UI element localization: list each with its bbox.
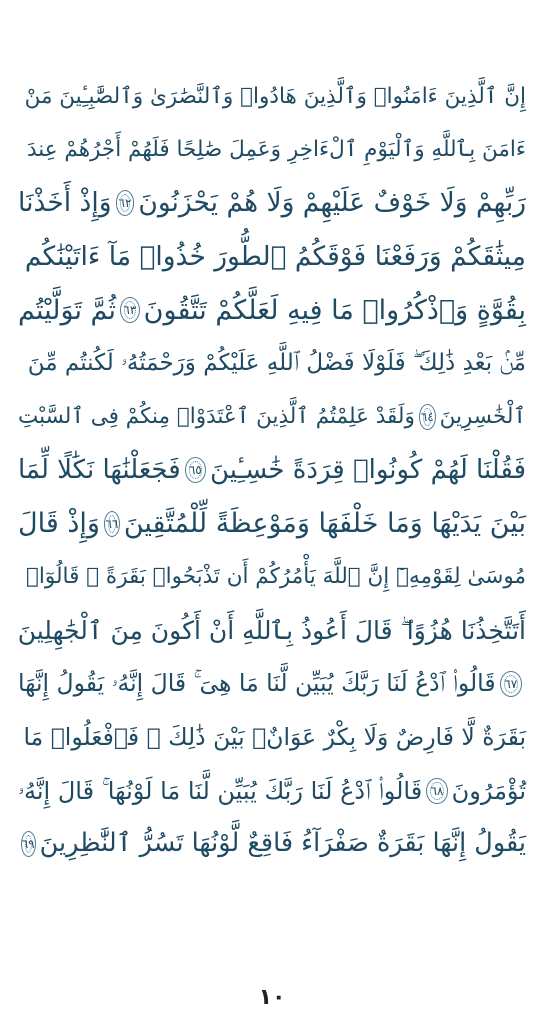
line-12-text-after: قَالُوا۟ ٱدْعُ لَنَا رَبَّكَ يُبَيِّن لَّنَا مَا هِىَ ۚ قَالَ إِنَّهُۥ يَقُولُ إِنَّهَا xyxy=(18,669,496,698)
text-line-6 xyxy=(18,337,526,390)
text-line-13 xyxy=(18,711,526,764)
text-line-2 xyxy=(18,123,526,176)
line-15-text: يَقُولُ إِنَّهَا بَقَرَةٌ صَفْرَآءُ فَاقِعٌ لَّوْنُهَا تَسُرُّ ٱلنَّٰظِرِينَ xyxy=(39,828,526,859)
text-line-9 xyxy=(18,497,526,550)
line-9-text-after: وَإِذْ قَالَ xyxy=(18,508,100,540)
line-10-text: مُوسَىٰ لِقَوْمِهِۦٓ إِنَّ ٱللَّهَ يَأْمُرُكُمْ أَن تَذْبَحُوا۟ بَقَرَةً ۖ قَالُوٓا۟ xyxy=(26,564,526,590)
text-line-5 xyxy=(18,284,526,337)
ayah-marker-62: ٦٢ xyxy=(116,190,135,216)
line-14-text-after: قَالُوا۟ ٱدْعُ لَنَا رَبَّكَ يُبَيِّن لَّنَا مَا لَوْنُهَا ۚ قَالَ إِنَّهُۥ xyxy=(18,776,423,805)
ayah-marker-68: ٦٨ xyxy=(426,778,447,804)
text-line-11 xyxy=(18,604,526,657)
line-6-text: مِّنۢ بَعْدِ ذَٰلِكَ ۖ فَلَوْلَا فَضْلُ ٱللَّهِ عَلَيْكُمْ وَرَحْمَتُهُۥ لَكُنتُم مِّنَ xyxy=(27,350,526,377)
line-3-text: رَبِّهِمْ وَلَا خَوْفٌ عَلَيْهِمْ وَلَا هُمْ يَحْزَنُونَ xyxy=(138,187,526,219)
ayah-marker-69: ٦٩ xyxy=(21,831,36,857)
line-9-text: بَيْنَ يَدَيْهَا وَمَا خَلْفَهَا وَمَوْعِظَةً لِّلْمُتَّقِينَ xyxy=(123,508,526,540)
line-8-text-after: فَجَعَلْنَٰهَا نَكَٰلًا لِّمَا xyxy=(18,455,181,486)
ayah-marker-65: ٦٥ xyxy=(185,457,206,483)
page-number: ١٠ xyxy=(258,985,286,1010)
text-line-15 xyxy=(18,817,526,870)
line-3-text-after: وَإِذْ أَخَذْنَا xyxy=(18,187,112,219)
ayah-marker-64: ٦٤ xyxy=(419,404,436,430)
text-line-14 xyxy=(18,764,526,817)
line-14-text: تُؤْمَرُونَ xyxy=(451,776,526,805)
text-line-8 xyxy=(18,444,526,497)
line-5-text-after: ثُمَّ تَوَلَّيْتُم xyxy=(18,294,117,326)
text-line-4 xyxy=(18,230,526,283)
line-2-text: ءَامَنَ بِٱللَّهِ وَٱلْيَوْمِ ٱلْءَاخِرِ وَعَمِلَ صَٰلِحًا فَلَهُمْ أَجْرُهُمْ عِندَ xyxy=(26,137,526,163)
line-1-text: إِنَّ ٱلَّذِينَ ءَامَنُوا۟ وَٱلَّذِينَ هَادُوا۟ وَٱلنَّصَٰرَىٰ وَٱلصَّٰبِـِٔينَ مَنْ xyxy=(24,83,526,109)
line-8-text: فَقُلْنَا لَهُمْ كُونُوا۟ قِرَدَةً خَٰسِـِٔينَ xyxy=(209,455,526,486)
text-line-10 xyxy=(18,551,526,604)
ayah-marker-63: ٦٣ xyxy=(120,297,140,323)
line-4-text: مِيثَٰقَكُمْ وَرَفَعْنَا فَوْقَكُمُ ٱلطُّورَ خُذُوا۟ مَآ ءَاتَيْنَٰكُم xyxy=(24,240,526,272)
line-11-text: أَتَتَّخِذُنَا هُزُوًا ۖ قَالَ أَعُوذُ بِٱللَّهِ أَنْ أَكُونَ مِنَ ٱلْجَٰهِلِينَ xyxy=(17,616,526,646)
verse-lines xyxy=(18,70,526,871)
line-7-text: ٱلْخَٰسِرِينَ xyxy=(439,404,526,430)
line-13-text: بَقَرَةٌ لَّا فَارِضٌ وَلَا بِكْرٌ عَوَانٌۢ بَيْنَ ذَٰلِكَ ۖ فَٱفْعَلُوا۟ مَا xyxy=(23,722,526,751)
text-line-1 xyxy=(18,70,526,123)
line-5-text: بِقُوَّةٍ وَٱذْكُرُوا۟ مَا فِيهِ لَعَلَّكُمْ تَتَّقُونَ xyxy=(143,294,526,326)
line-7-text-after: وَلَقَدْ عَلِمْتُمُ ٱلَّذِينَ ٱعْتَدَوْا۟ مِنكُمْ فِى ٱلسَّبْتِ xyxy=(18,404,415,430)
ayah-marker-66: ٦٦ xyxy=(104,511,120,537)
text-line-3 xyxy=(18,177,526,230)
text-line-12 xyxy=(18,657,526,710)
ayah-marker-67: ٦٧ xyxy=(500,671,522,697)
text-line-7 xyxy=(18,390,526,443)
